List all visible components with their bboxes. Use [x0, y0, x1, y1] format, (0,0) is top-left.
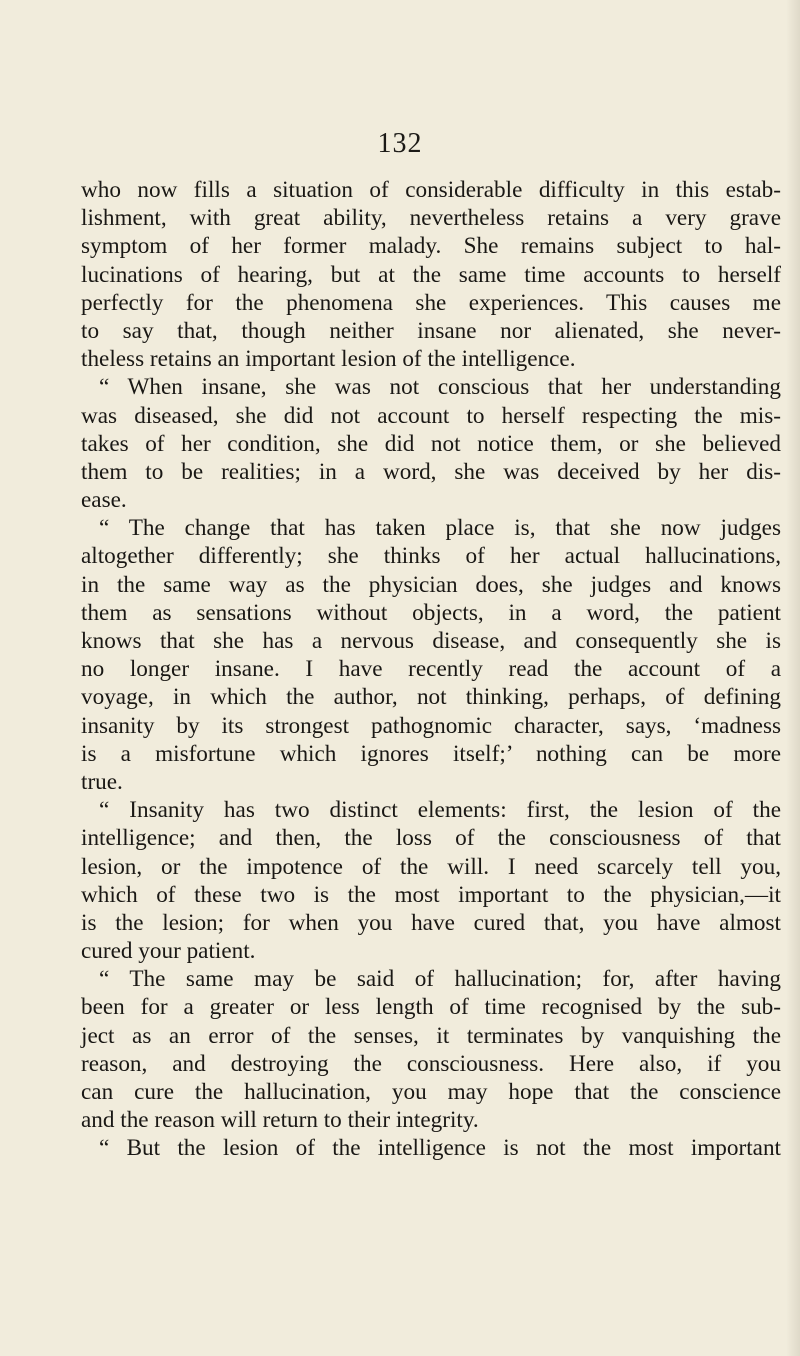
text-line: theless retains an important lesion of the intelligence.	[81, 346, 576, 373]
text-line: is a misfortune which ignores itself;’ nothing can be more	[81, 740, 781, 767]
text-line: is the lesion; for when you have cured that, you have almost	[81, 909, 781, 936]
text-line: “ But the lesion of the intelligence is not the most important	[99, 1135, 781, 1162]
text-line: “ Insanity has two distinct elements: first, the lesion of the	[99, 797, 781, 824]
text-line: no longer insane. I have recently read the account of a	[81, 656, 781, 683]
text-line: them to be realities; in a word, she was deceived by her dis-	[81, 458, 781, 485]
text-line: true.	[81, 768, 123, 795]
text-line: been for a greater or less length of time recognised by the sub-	[81, 994, 781, 1021]
text-line: who now fills a situation of considerable difficulty in this estab-	[81, 177, 781, 203]
text-line: and the reason will return to their integrity.	[81, 1107, 479, 1134]
text-line: perfectly for the phenomena she experiences. This causes me	[81, 289, 781, 316]
text-line: voyage, in which the author, not thinking, perhaps, of defining	[81, 684, 781, 711]
text-line: “ When insane, she was not conscious that her understanding	[99, 374, 781, 401]
text-line: reason, and destroying the consciousness. Here also, if you	[81, 1050, 781, 1077]
page-number: 132	[377, 128, 423, 159]
text-line: “ The same may be said of hallucination; for, after having	[99, 966, 781, 993]
text-line: ject as an error of the senses, it terminates by vanquishing the	[81, 1022, 781, 1049]
text-line: was diseased, she did not account to herself respecting the mis-	[81, 402, 781, 429]
text-line: takes of her condition, she did not notice them, or she believed	[81, 430, 781, 457]
text-line: in the same way as the physician does, she judges and knows	[81, 571, 781, 598]
text-line: lesion, or the impotence of the will. I need scarcely tell you,	[81, 853, 781, 880]
text-line: them as sensations without objects, in a word, the patient	[81, 599, 781, 626]
text-line: to say that, though neither insane nor alienated, she never-	[81, 317, 781, 344]
text-line: symptom of her former malady. She remains subject to hal-	[81, 233, 781, 260]
text-line: insanity by its strongest pathognomic character, says, ‘madness	[81, 712, 781, 739]
text-line: “ The change that has taken place is, that she now judges	[99, 515, 781, 542]
text-line: which of these two is the most important to the physician,—it	[81, 881, 781, 908]
text-line: can cure the hallucination, you may hope that the conscience	[81, 1079, 781, 1105]
text-line: cured your patient.	[81, 938, 256, 965]
text-line: lishment, with great ability, nevertheless retains a very grave	[81, 205, 781, 232]
body-text	[81, 176, 781, 1163]
text-line: ease.	[81, 487, 127, 514]
text-line: altogether differently; she thinks of her actual hallucinations,	[81, 543, 781, 570]
page-edge-shadow	[786, 0, 800, 1356]
text-line: lucinations of hearing, but at the same time accounts to herself	[81, 261, 781, 288]
text-line: intelligence; and then, the loss of the consciousness of that	[81, 825, 781, 852]
text-line: knows that she has a nervous disease, and consequently she is	[81, 628, 781, 654]
